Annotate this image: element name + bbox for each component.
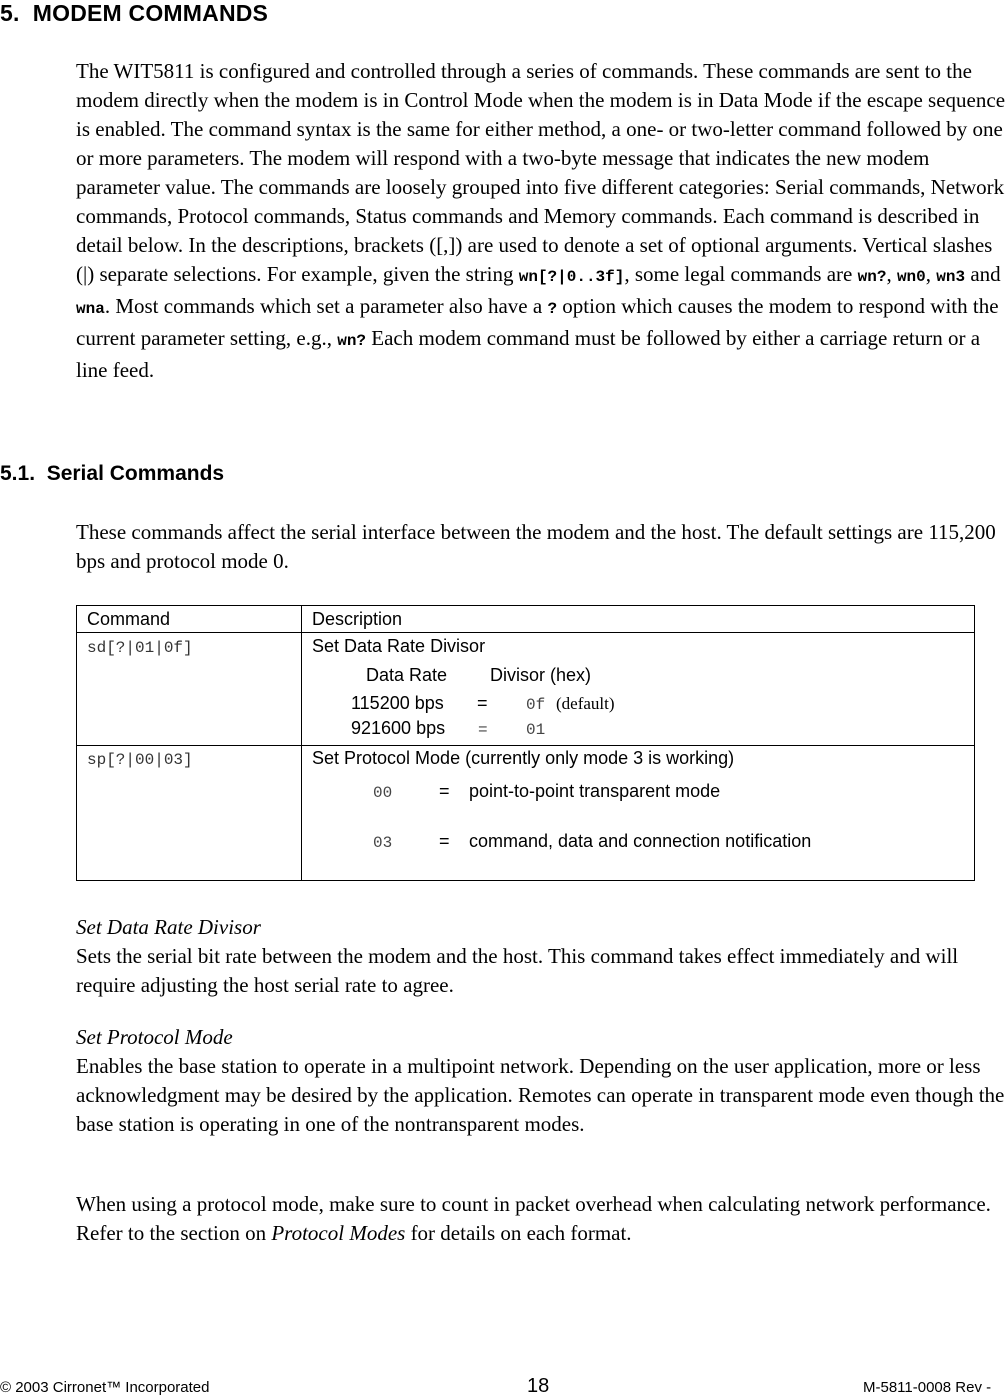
page-number: 18 — [527, 1375, 550, 1397]
mode-value: 03 — [373, 834, 393, 852]
rate-value: 115200 bps — [351, 693, 444, 713]
intro-text: , some legal commands are — [624, 262, 858, 286]
separator: , — [886, 262, 897, 286]
detail-body: Sets the serial bit rate between the modem and the host. This command takes effect immediately and will require adjusting the host serial rate to agree. — [76, 944, 959, 997]
code-query: ? — [547, 300, 558, 318]
command-table — [76, 605, 975, 881]
command-sd: sd[?|01|0f] — [87, 639, 193, 657]
default-note: (default) — [556, 694, 615, 713]
intro-text: . Most commands which set a parameter also have a — [104, 294, 548, 318]
section-reference: Protocol Modes — [271, 1221, 406, 1245]
intro-text: option which causes the modem to respond with the current parameter setting, e.g., — [76, 294, 999, 350]
closing-text: for details on each format. — [405, 1221, 632, 1245]
mode-value: 00 — [373, 784, 393, 802]
subheader-rate: Data Rate — [366, 665, 448, 685]
row-title: Set Protocol Mode (currently only mode 3 is working) — [312, 748, 735, 768]
code-example: wn3 — [936, 268, 966, 286]
equals-sign: = — [439, 831, 450, 851]
footer-copyright: © 2003 Cirronet™ Incorporated — [0, 1379, 210, 1396]
column-divider — [301, 606, 302, 880]
detail-body: Enables the base station to operate in a multipoint network. Depending on the user application, more or less acknowledgment may be desired by the application. Remotes can operate in transparent mode even though the base station is operating in one of the nontransparent modes. — [76, 1054, 1005, 1136]
equals-sign: = — [478, 721, 488, 739]
equals-sign: = — [477, 693, 488, 713]
intro-text: Each modem command must be followed by either a carriage return or a line feed. — [76, 326, 981, 382]
intro-paragraph — [76, 57, 1005, 385]
code-example: wn0 — [896, 268, 926, 286]
detail-title: Set Protocol Mode — [76, 1025, 233, 1049]
column-header-description: Description — [312, 609, 403, 629]
closing-text: When using a protocol mode, make sure to count in packet overhead when calculating network performance. Refer to the section on — [76, 1192, 991, 1245]
separator: , — [925, 262, 937, 286]
code-example: wn? — [337, 332, 367, 350]
rate-value: 921600 bps — [351, 718, 446, 738]
code-example: wna — [76, 300, 105, 318]
equals-sign: = — [439, 781, 450, 801]
row-divider — [77, 745, 974, 746]
row-title: Set Data Rate Divisor — [312, 636, 486, 656]
closing-paragraph — [76, 1190, 1005, 1248]
command-sp: sp[?|00|03] — [87, 751, 193, 769]
section-heading: 5. MODEM COMMANDS — [0, 0, 269, 26]
separator: and — [965, 262, 1001, 286]
divisor-value: 01 — [526, 721, 546, 739]
intro-text: The WIT5811 is configured and controlled through a series of commands. These commands are sent to the modem directly when the modem is in Control Mode when the modem is in Data Mode if the escape sequence is enabled. The command syntax is the same for either method, a one- or two-letter command followed by one or more parameters. The modem will respond with a two-byte message that indicates the new modem parameter value. The commands are loosely grouped into five different categories: Serial commands, Network commands, Protocol commands, Status commands and Memory commands. Each command is described in detail below. In the descriptions, brackets ([,]) are used to denote a set of optional arguments. Vertical slashes (|) separate selections. For example, given the string — [76, 59, 1005, 286]
code-syntax: wn[?|0..3f] — [518, 268, 625, 286]
footer-doc-id: M-5811-0008 Rev - — [863, 1379, 992, 1396]
subheader-divisor: Divisor (hex) — [490, 665, 592, 685]
mode-description: point-to-point transparent mode — [469, 781, 721, 801]
subsection-heading: 5.1. Serial Commands — [0, 462, 225, 485]
column-header-command: Command — [87, 609, 171, 629]
header-divider — [77, 632, 974, 633]
serial-intro: These commands affect the serial interface between the modem and the host. The default settings are 115,200 bps and protocol mode 0. — [76, 520, 996, 573]
divisor-value: 0f — [526, 696, 546, 714]
detail-title: Set Data Rate Divisor — [76, 915, 261, 939]
code-example: wn? — [857, 268, 887, 286]
mode-description: command, data and connection notification — [469, 831, 812, 851]
